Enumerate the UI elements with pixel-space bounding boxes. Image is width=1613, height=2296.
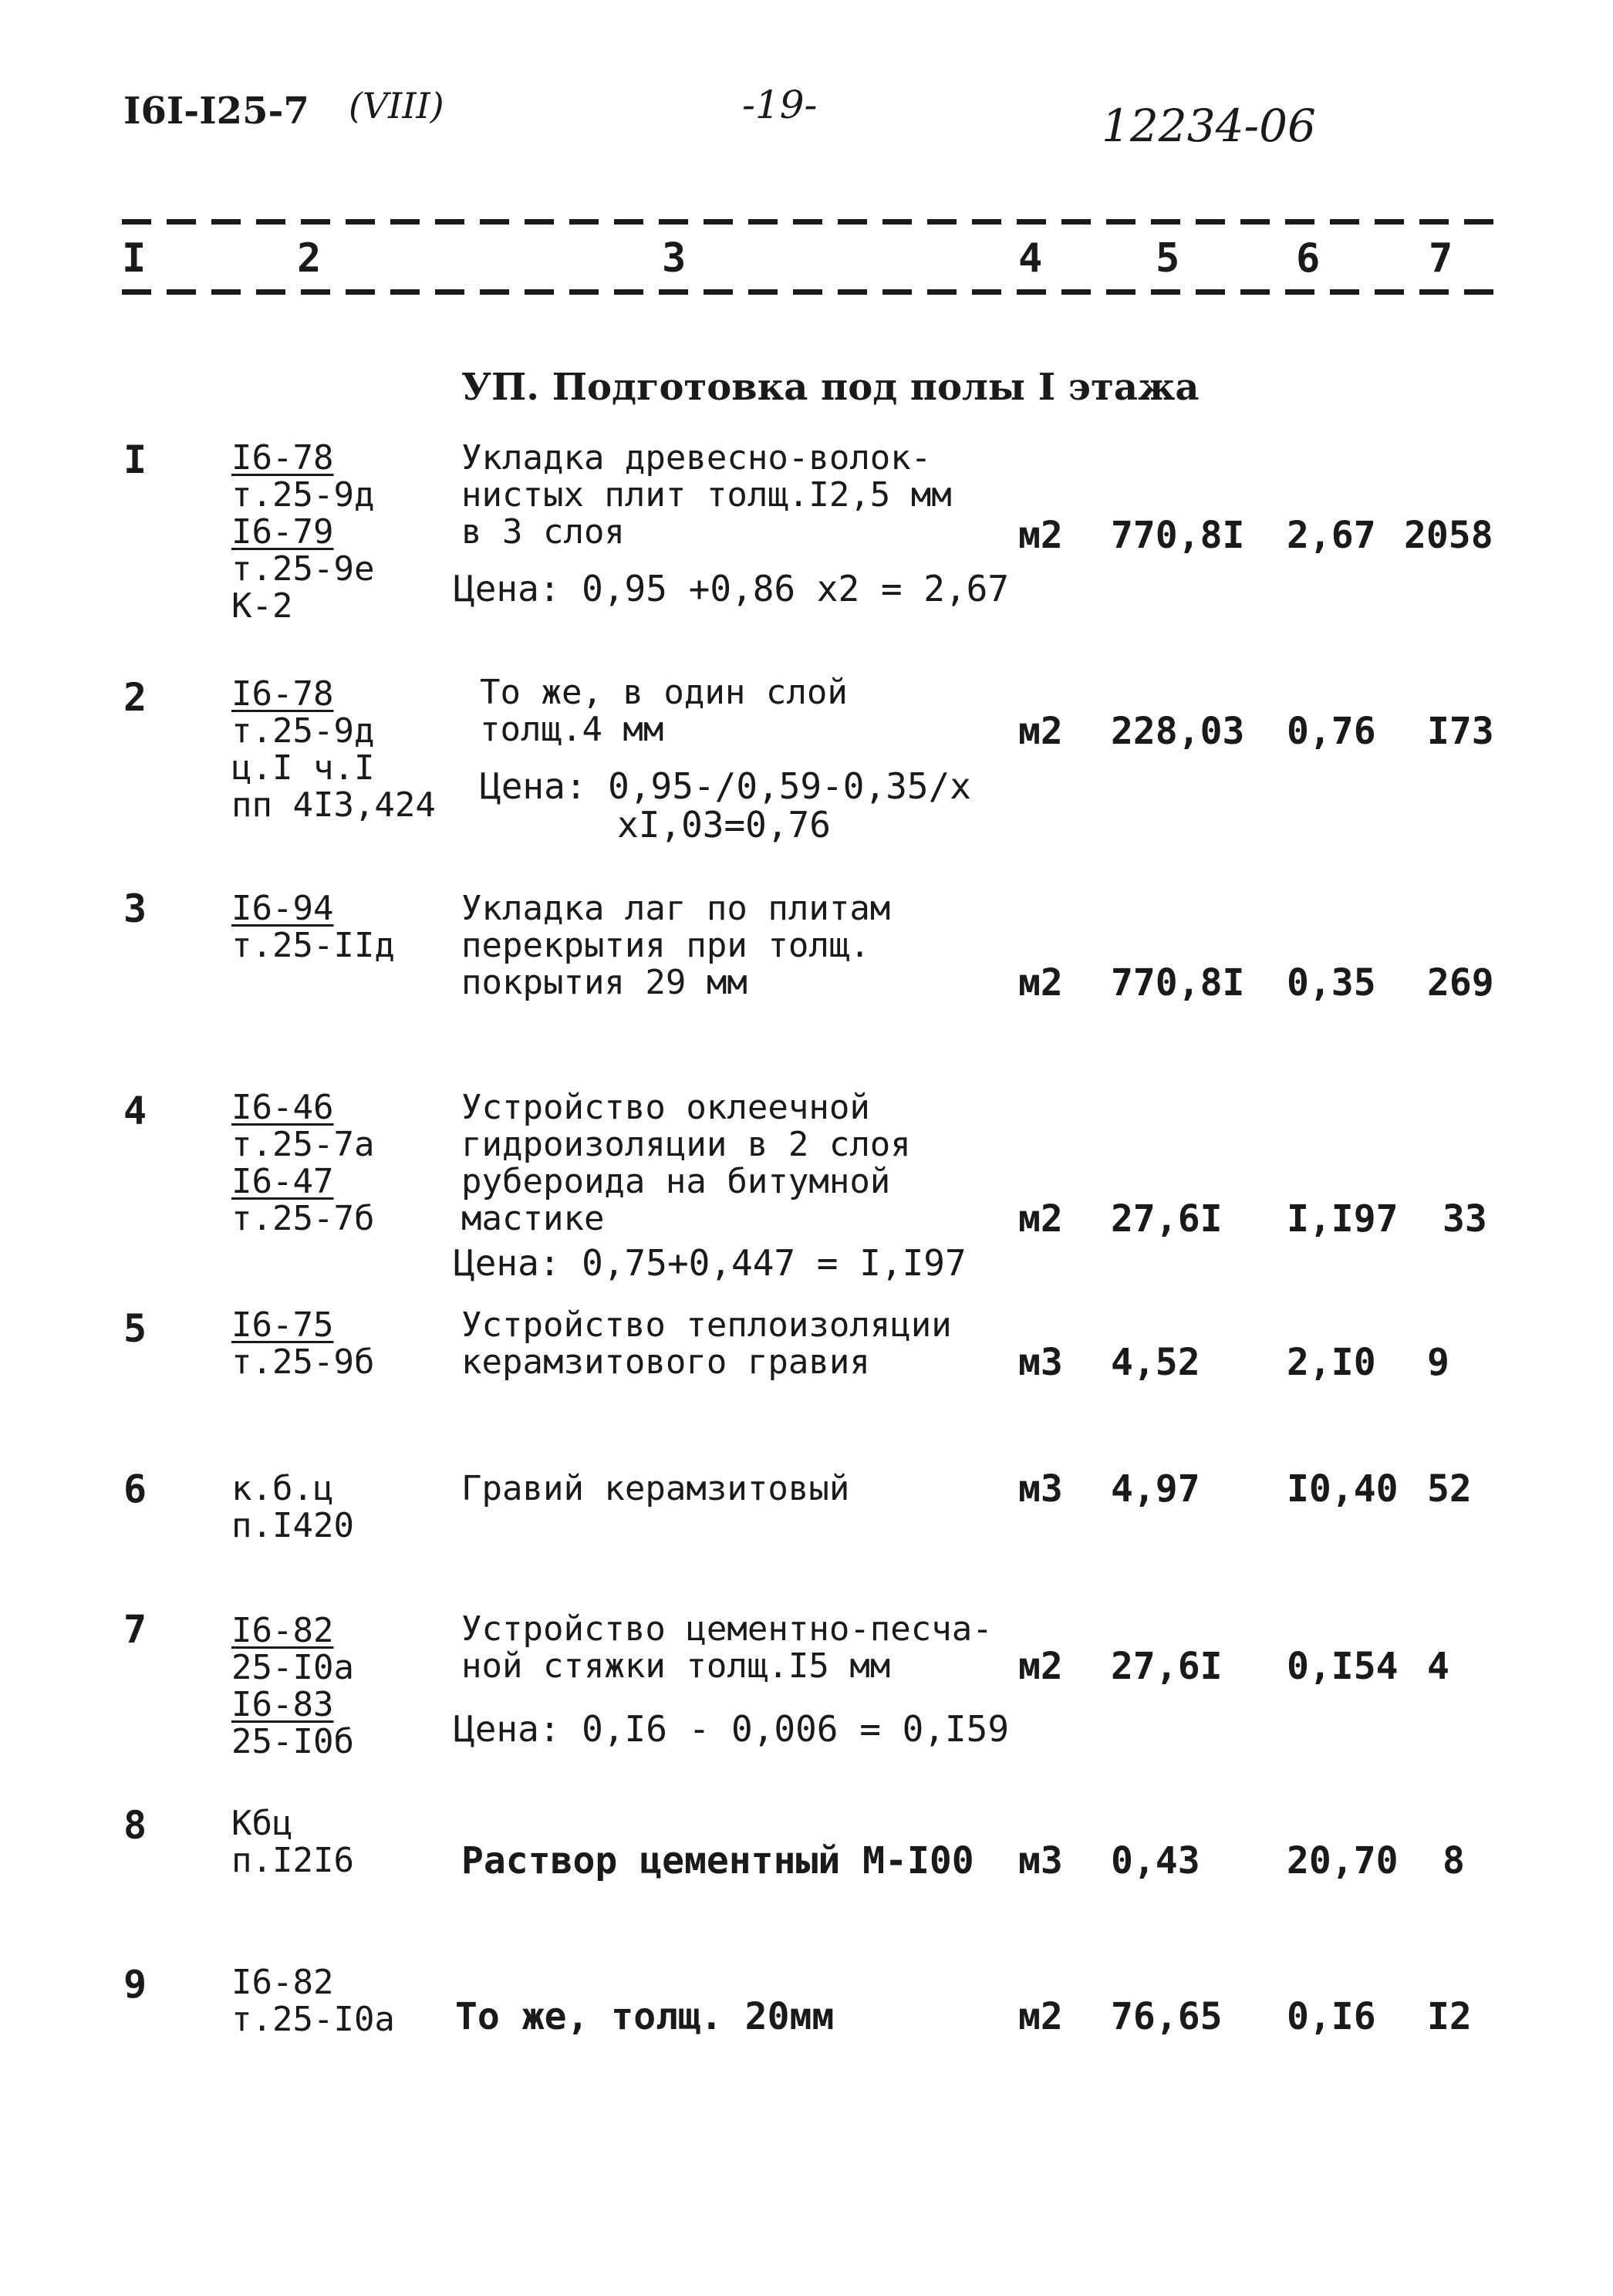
row-number: 7 xyxy=(123,1607,147,1652)
unit-cost: 0,I6 xyxy=(1287,1995,1376,2038)
price-formula xyxy=(480,767,971,844)
price-formula: Цена: 0,95 +0,86 х2 = 2,67 xyxy=(454,568,1010,609)
quantity: 4,52 xyxy=(1111,1341,1200,1384)
description-line: Укладка лаг по плитам xyxy=(461,889,891,928)
description-line: рубероида на битумной xyxy=(461,1162,891,1201)
work-description xyxy=(461,1307,952,1381)
work-description: Раствор цементный М-I00 xyxy=(461,1839,974,1882)
total-cost: 52 xyxy=(1427,1467,1472,1511)
norm-codes xyxy=(231,1089,374,1237)
norm-code: Кбц xyxy=(231,1804,293,1843)
row-number: 9 xyxy=(123,1962,147,2007)
norm-code: 25-I0б xyxy=(231,1722,354,1761)
norm-code: п.I420 xyxy=(231,1506,354,1545)
unit-cost: 0,76 xyxy=(1287,710,1376,753)
col-head-4: 4 xyxy=(1018,235,1043,282)
price-line: хI,03=0,76 xyxy=(617,804,831,846)
col-head-2: 2 xyxy=(297,235,322,282)
norm-code: т.25-I0а xyxy=(231,2000,395,2039)
document-code-mark: (VIII) xyxy=(349,85,444,127)
total-cost: 8 xyxy=(1443,1839,1465,1882)
quantity: 770,8I xyxy=(1111,961,1245,1004)
work-description xyxy=(461,440,952,551)
unit: м3 xyxy=(1018,1467,1063,1511)
row-number: 8 xyxy=(123,1803,147,1848)
norm-code: т.25-9е xyxy=(231,549,375,589)
handwritten-stamp-number: 12234-06 xyxy=(1102,100,1316,152)
total-cost: 269 xyxy=(1427,961,1494,1004)
norm-code: I6-82 xyxy=(231,1611,334,1650)
norm-codes xyxy=(231,890,395,964)
unit: м3 xyxy=(1018,1839,1063,1882)
unit: м3 xyxy=(1018,1341,1063,1384)
description-line: перекрытия при толщ. xyxy=(461,926,870,965)
unit-cost: 2,I0 xyxy=(1287,1341,1376,1384)
description-line: мастике xyxy=(461,1199,605,1238)
unit-cost: 20,70 xyxy=(1287,1839,1399,1882)
norm-code: т.25-9б xyxy=(231,1342,375,1382)
norm-code: к.б.ц xyxy=(231,1469,334,1508)
norm-code: I6-78 xyxy=(231,674,334,714)
norm-code: 25-I0а xyxy=(231,1648,354,1687)
quantity: 4,97 xyxy=(1111,1467,1200,1511)
quantity: 228,03 xyxy=(1111,710,1245,753)
description-line: Укладка древесно-волок- xyxy=(461,438,932,478)
norm-code: т.25-IIд xyxy=(231,926,395,965)
col-head-1: I xyxy=(122,235,147,282)
description-line: нистых плит толщ.I2,5 мм xyxy=(461,475,952,515)
description-line: То же, в один слой xyxy=(480,673,848,712)
quantity: 27,6I xyxy=(1111,1197,1223,1241)
description-line: Гравий керамзитовый xyxy=(461,1469,850,1508)
unit: м2 xyxy=(1018,710,1063,753)
total-cost: 4 xyxy=(1427,1645,1449,1688)
header-rule-top xyxy=(122,219,1503,225)
description-line: ной стяжки толщ.I5 мм xyxy=(461,1646,891,1686)
row-number: 5 xyxy=(123,1306,147,1351)
norm-codes xyxy=(231,1470,354,1545)
norm-code: I6-46 xyxy=(231,1088,334,1127)
unit-cost: 2,67 xyxy=(1287,514,1376,557)
work-description xyxy=(461,890,890,1001)
description-line: толщ.4 мм xyxy=(480,710,664,749)
description-line: керамзитового гравия xyxy=(461,1342,870,1382)
row-number: 3 xyxy=(123,886,147,931)
price-line: Цена: 0,95-/0,59-0,35/х xyxy=(480,765,971,807)
description-line: покрытия 29 мм xyxy=(461,963,747,1002)
quantity: 27,6I xyxy=(1111,1645,1223,1688)
price-formula: Цена: 0,I6 - 0,006 = 0,I59 xyxy=(454,1708,1010,1750)
norm-codes xyxy=(231,676,436,824)
norm-codes xyxy=(231,440,374,625)
total-cost: 9 xyxy=(1427,1341,1449,1384)
row-number: 2 xyxy=(123,675,147,720)
row-number: 6 xyxy=(123,1467,147,1511)
page-number: -19- xyxy=(742,83,818,127)
work-description xyxy=(461,1089,911,1237)
norm-codes xyxy=(231,1964,395,2038)
norm-code: п.I2I6 xyxy=(231,1841,354,1880)
quantity: 770,8I xyxy=(1111,514,1245,557)
section-title: УП. Подготовка под полы I этажа xyxy=(461,366,1200,409)
norm-code: пп 4I3,424 xyxy=(231,785,436,825)
description-line: Устройство теплоизоляции xyxy=(461,1305,952,1345)
total-cost: 2058 xyxy=(1404,514,1493,557)
row-number: I xyxy=(123,437,147,482)
document-code: I6I-I25-7 xyxy=(123,89,309,133)
unit-cost: 0,I54 xyxy=(1287,1645,1399,1688)
norm-code: I6-82 xyxy=(231,1963,334,2002)
work-description: То же, толщ. 20мм xyxy=(455,1995,835,2038)
quantity: 76,65 xyxy=(1111,1995,1223,2038)
unit: м2 xyxy=(1018,1645,1063,1688)
norm-code: К-2 xyxy=(231,586,293,626)
unit-cost: I0,40 xyxy=(1287,1467,1399,1511)
quantity: 0,43 xyxy=(1111,1839,1200,1882)
unit-cost: 0,35 xyxy=(1287,961,1376,1004)
total-cost: I73 xyxy=(1427,710,1494,753)
col-head-5: 5 xyxy=(1156,235,1180,282)
col-head-6: 6 xyxy=(1296,235,1321,282)
norm-code: т.25-9д xyxy=(231,475,375,515)
col-head-3: 3 xyxy=(662,235,687,282)
norm-code: I6-94 xyxy=(231,889,334,928)
norm-code: ц.I ч.I xyxy=(231,748,375,788)
description-line: гидроизоляции в 2 слоя xyxy=(461,1125,911,1164)
work-description xyxy=(461,1611,993,1685)
work-description xyxy=(461,1470,849,1508)
norm-code: I6-79 xyxy=(231,512,334,552)
work-description xyxy=(480,674,848,748)
unit: м2 xyxy=(1018,514,1063,557)
norm-code: I6-47 xyxy=(231,1162,334,1201)
unit: м2 xyxy=(1018,1995,1063,2038)
unit: м2 xyxy=(1018,1197,1063,1241)
unit-cost: I,I97 xyxy=(1287,1197,1399,1241)
norm-codes xyxy=(231,1612,354,1761)
norm-code: I6-83 xyxy=(231,1685,334,1724)
header-rule-bottom xyxy=(122,289,1503,295)
norm-code: т.25-7б xyxy=(231,1199,375,1238)
col-head-7: 7 xyxy=(1429,235,1453,282)
norm-code: I6-75 xyxy=(231,1305,334,1345)
description-line: Устройство цементно-песча- xyxy=(461,1609,993,1649)
unit: м2 xyxy=(1018,961,1063,1004)
norm-code: т.25-7а xyxy=(231,1125,375,1164)
norm-codes xyxy=(231,1307,374,1381)
total-cost: I2 xyxy=(1427,1995,1472,2038)
row-number: 4 xyxy=(123,1089,147,1133)
norm-code: т.25-9д xyxy=(231,711,375,751)
norm-codes xyxy=(231,1805,354,1879)
norm-code: I6-78 xyxy=(231,438,334,478)
price-formula: Цена: 0,75+0,447 = I,I97 xyxy=(454,1242,967,1284)
description-line: в 3 слоя xyxy=(461,512,625,552)
total-cost: 33 xyxy=(1443,1197,1487,1241)
description-line: Устройство оклеечной xyxy=(461,1088,870,1127)
